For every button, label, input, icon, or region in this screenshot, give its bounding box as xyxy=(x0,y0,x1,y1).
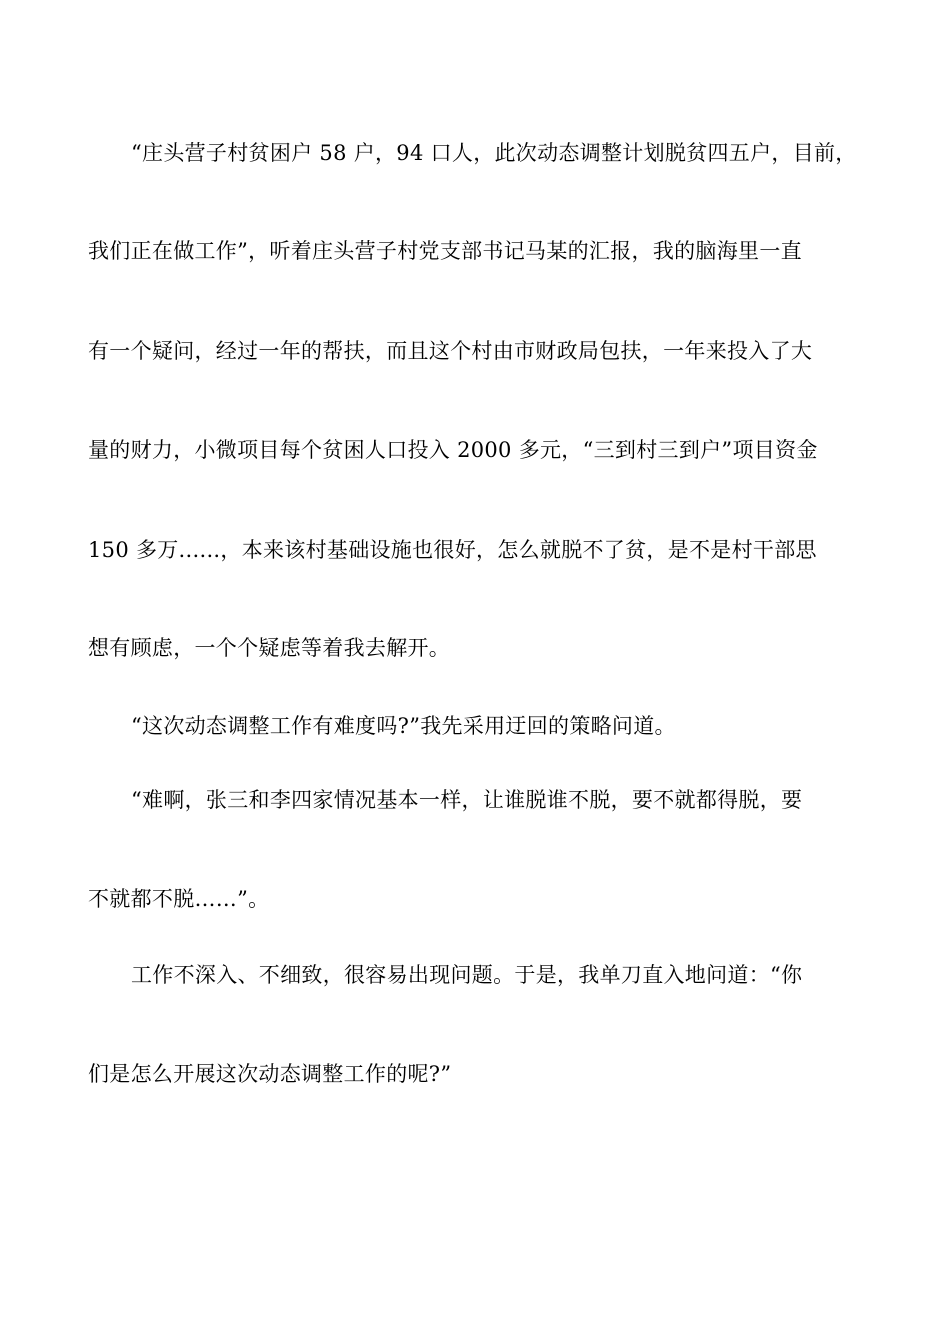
text-line: 量的财力，小微项目每个贫困人口投入 2000 多元，“三到村三到户”项目资金 xyxy=(88,438,818,462)
text-line: 工作不深入、不细致，很容易出现问题。于是，我单刀直入地问道：“你 xyxy=(131,963,803,987)
text-line: 想有顾虑，一个个疑虑等着我去解开。 xyxy=(88,636,451,660)
text-line: “庄头营子村贫困户 58 户，94 口人，此次动态调整计划脱贫四五户，目前， xyxy=(131,141,857,165)
text-line: 150 多万......，本来该村基础设施也很好，怎么就脱不了贫，是不是村干部思 xyxy=(88,538,817,562)
text-line: 们是怎么开展这次动态调整工作的呢?” xyxy=(88,1062,452,1086)
text-line: “这次动态调整工作有难度吗?”我先采用迂回的策略问道。 xyxy=(131,714,676,738)
text-line: 有一个疑问，经过一年的帮扶，而且这个村由市财政局包扶，一年来投入了大 xyxy=(88,339,813,363)
text-line: “难啊，张三和李四家情况基本一样，让谁脱谁不脱，要不就都得脱，要 xyxy=(131,788,803,812)
text-line: 不就都不脱……”。 xyxy=(88,887,270,911)
text-line: 我们正在做工作”，听着庄头营子村党支部书记马某的汇报，我的脑海里一直 xyxy=(88,239,802,263)
